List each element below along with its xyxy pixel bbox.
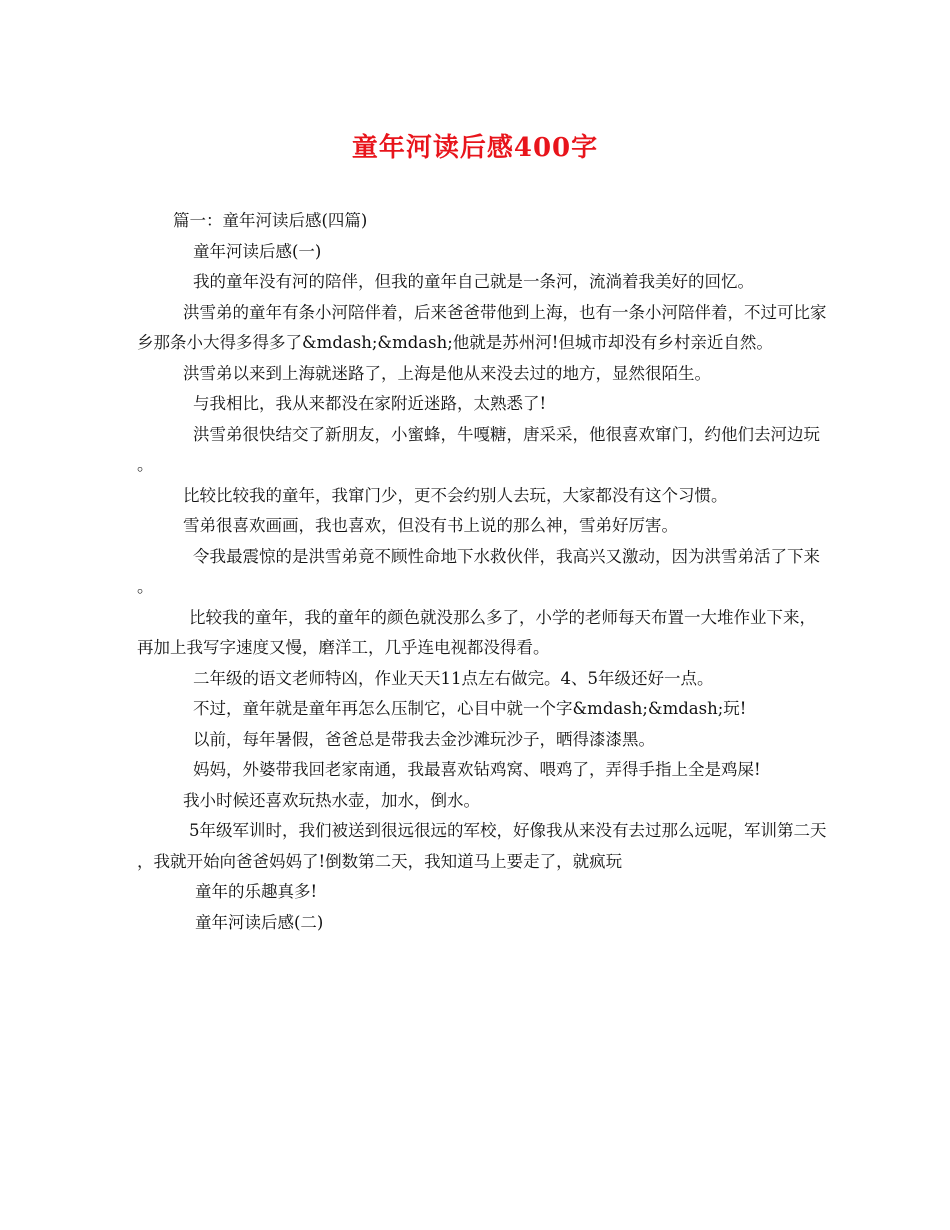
paragraph-2: 童年河读后感(一) [193,241,322,261]
paragraph-12: 二年级的语文老师特凶，作业天天11点左右做完。4、5年级还好一点。 [193,668,714,688]
paragraph-19: 童年河读后感(二) [195,912,324,932]
paragraph-3: 我的童年没有河的陪伴，但我的童年自己就是一条河，流淌着我美好的回忆。 [193,272,754,291]
paragraph-5: 洪雪弟以来到上海就迷路了，上海是他从来没去过的地方，显然很陌生。 [183,363,711,383]
paragraph-8: 比较比较我的童年，我窜门少，更不会约别人去玩，大家都没有这个习惯。 [183,485,728,505]
paragraph-4: 洪雪弟的童年有条小河陪伴着，后来爸爸带他到上海，也有一条小河陪伴着，不过可比家乡那条小大得多得多了&mdash;&mdash;他就是苏州河!但城市却没有乡村亲近自然。 [137,302,827,352]
paragraph-14: 以前，每年暑假，爸爸总是带我去金沙滩玩沙子，晒得漆漆黑。 [193,729,655,749]
paragraph-15: 妈妈，外婆带我回老家南通，我最喜欢钻鸡窝、喂鸡了，弄得手指上全是鸡屎! [193,760,761,779]
paragraph-13: 不过，童年就是童年再怎么压制它，心目中就一个字&mdash;&mdash;玩! [193,699,747,718]
paragraph-6: 与我相比，我从来都没在家附近迷路，太熟悉了! [193,394,547,413]
document-title: 童年河读后感400字 [351,133,599,163]
document-body [137,206,827,938]
paragraph-18: 童年的乐趣真多! [195,882,318,901]
paragraph-1: 篇一：童年河读后感(四篇) [173,211,368,230]
paragraph-7: 洪雪弟很快结交了新朋友，小蜜蜂，牛嘎糖，唐采采，他很喜欢窜门，约他们去河边玩。 [137,424,820,474]
paragraph-16: 我小时候还喜欢玩热水壶，加水，倒水。 [183,790,480,810]
paragraph-11: 比较我的童年，我的童年的颜色就没那么多了，小学的老师每天布置一大堆作业下来，再加上我写字速度又慢，磨洋工，几乎连电视都没得看。 [137,607,816,657]
paragraph-10: 令我最震惊的是洪雪弟竟不顾性命地下水救伙伴，我高兴又激动，因为洪雪弟活了下来。 [137,546,820,596]
paragraph-9: 雪弟很喜欢画画，我也喜欢，但没有书上说的那么神，雪弟好厉害。 [183,516,678,535]
paragraph-17: 5年级军训时，我们被送到很远很远的军校，好像我从来没有去过那么远呢，军训第二天，我就开始向爸爸妈妈了!倒数第二天，我知道马上要走了，就疯玩 [137,821,827,871]
